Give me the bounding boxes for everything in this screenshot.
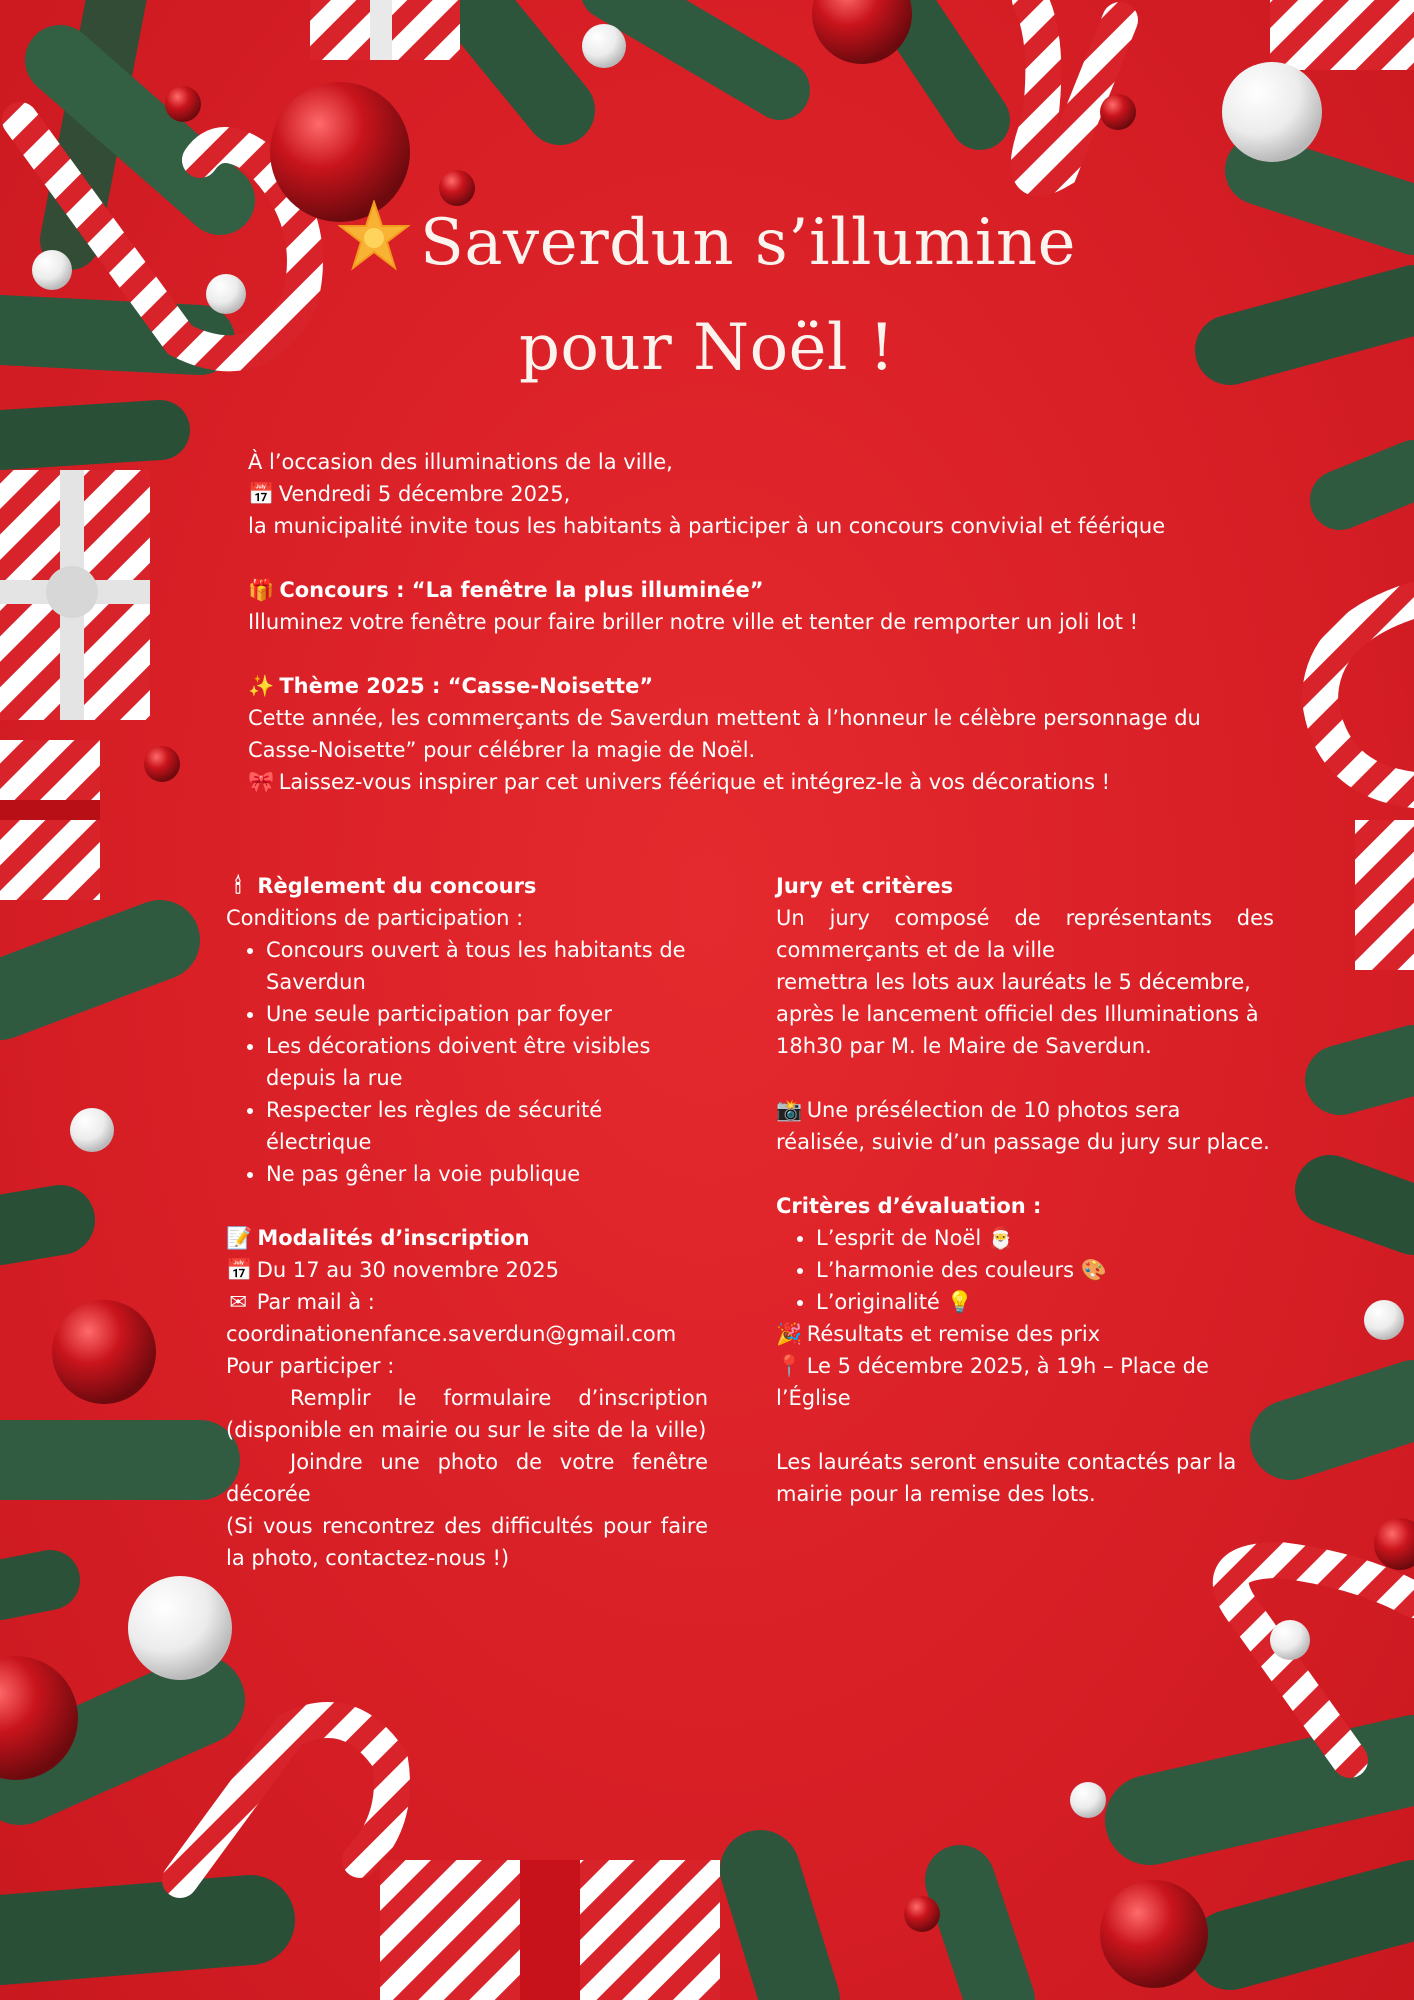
rules-heading xyxy=(226,870,708,902)
theme-text: Cette année, les commerçants de Saverdun mettent à l’honneur le célèbre personnage du Casse-Noisette” pour célébrer la magie de Noël. xyxy=(248,706,1201,762)
intro-date xyxy=(248,478,1258,510)
red-ornament xyxy=(52,1300,156,1404)
closing-text: Les lauréats seront ensuite contactés par la mairie pour la remise des lots. xyxy=(776,1450,1237,1506)
title-text: Saverdun s’illumine xyxy=(420,206,1076,280)
white-ornament xyxy=(1270,1620,1310,1660)
intro-section xyxy=(248,446,1258,798)
left-column xyxy=(226,870,708,1574)
results-text: Résultats et remise des prix xyxy=(806,1322,1101,1346)
red-ornament xyxy=(144,746,180,782)
list-item: • Les décorations doivent être visibles depuis la rue xyxy=(266,1030,708,1094)
white-ornament xyxy=(128,1576,232,1680)
jury-text-2: remettra les lots aux lauréats le 5 décembre, après le lancement officiel des Illuminations à 18h30 par M. le Maire de Saverdun. xyxy=(776,970,1259,1058)
sparkles-icon: ✨ xyxy=(248,674,275,698)
criteria-list xyxy=(776,1222,1274,1318)
list-item xyxy=(816,1222,1274,1254)
memo-icon: 📝 xyxy=(226,1226,253,1250)
pin-icon: 📍 xyxy=(776,1354,803,1378)
jury-text-1: Un jury composé de représentants des commerçants et de la ville xyxy=(776,906,1274,962)
white-ornament xyxy=(70,1108,114,1152)
step-1: Remplir le formulaire d’inscription (disponible en mairie ou sur le site de la ville) xyxy=(226,1386,708,1442)
list-item: • Une seule participation par foyer xyxy=(266,998,708,1030)
criteria-text: L’originalité xyxy=(816,1290,940,1314)
red-ornament xyxy=(1374,1518,1414,1570)
theme-heading xyxy=(248,670,1258,702)
glowing-star-icon xyxy=(338,200,410,272)
registration-mail xyxy=(226,1286,708,1318)
candy-cane xyxy=(1320,600,1414,790)
participate-label: Pour participer : xyxy=(226,1354,395,1378)
white-ornament xyxy=(1364,1300,1404,1340)
list-item: • Respecter les règles de sécurité électrique xyxy=(266,1094,708,1158)
photo-text: Une présélection de 10 photos sera réalisée, suivie d’un passage du jury sur place. xyxy=(776,1098,1270,1154)
page-title-line-2: pour Noël ! xyxy=(518,311,896,385)
candle-icon: 🕯 xyxy=(235,874,241,898)
calendar-icon: 📅 xyxy=(226,1258,253,1282)
gift-box xyxy=(1355,820,1414,970)
list-item: • Ne pas gêner la voie publique xyxy=(266,1158,708,1190)
right-column xyxy=(776,870,1274,1510)
list-item xyxy=(816,1254,1274,1286)
location-text: Le 5 décembre 2025, à 19h – Place de l’Église xyxy=(776,1354,1209,1410)
gift-icon: 🎁 xyxy=(248,578,275,602)
theme-heading-text: Thème 2025 : “Casse-Noisette” xyxy=(279,674,654,698)
camera-flash-icon: 📸 xyxy=(776,1098,803,1122)
criteria-text: L’harmonie des couleurs xyxy=(816,1258,1075,1282)
candy-cane xyxy=(1029,0,1120,178)
mail-label: Par mail à : xyxy=(256,1290,375,1314)
red-ornament xyxy=(1100,1880,1208,1988)
jury-heading: Jury et critères xyxy=(776,874,954,898)
registration-dates xyxy=(226,1254,708,1286)
white-ornament xyxy=(582,24,626,68)
gift-box xyxy=(310,0,460,60)
pine-branch xyxy=(0,940,200,1590)
results-line xyxy=(776,1318,1274,1350)
contest-text: Illuminez votre fenêtre pour faire briller notre ville et tenter de remporter un joli lot ! xyxy=(248,610,1139,634)
party-popper-icon: 🎉 xyxy=(776,1322,803,1346)
pine-branch xyxy=(900,0,980,120)
light-bulb-icon: 💡 xyxy=(946,1290,973,1314)
candy-cane xyxy=(180,1720,392,1880)
inspire-text-body: Laissez-vous inspirer par cet univers féérique et intégrez-le à vos décorations ! xyxy=(278,770,1111,794)
step-2: Joindre une photo de votre fenêtre décorée xyxy=(226,1450,708,1506)
registration-dates-text: Du 17 au 30 novembre 2025 xyxy=(256,1258,559,1282)
gift-box xyxy=(0,740,100,900)
pine-branch xyxy=(470,0,780,110)
pine-branch xyxy=(1290,1060,1414,1440)
criteria-heading: Critères d’évaluation : xyxy=(776,1194,1042,1218)
intro-line: la municipalité invite tous les habitants à participer à un concours convivial et féérique xyxy=(248,514,1166,538)
rules-subheading: Conditions de participation : xyxy=(226,906,524,930)
location-line xyxy=(776,1350,1274,1414)
photo-preselection xyxy=(776,1094,1274,1158)
gift-box xyxy=(0,470,150,720)
contest-heading xyxy=(248,574,1258,606)
santa-icon: 🎅 xyxy=(987,1226,1015,1250)
registration-heading xyxy=(226,1222,708,1254)
envelope-icon: ✉ xyxy=(229,1290,247,1314)
page-title-line-1 xyxy=(0,200,1414,283)
list-item xyxy=(816,1286,1274,1318)
rules-list xyxy=(226,934,708,1190)
calendar-icon: 📅 xyxy=(248,482,275,506)
palette-icon: 🎨 xyxy=(1080,1258,1107,1282)
red-ornament xyxy=(904,1896,940,1932)
rules-heading-text: Règlement du concours xyxy=(257,874,537,898)
criteria-text: L’esprit de Noël xyxy=(816,1226,982,1250)
registration-note: (Si vous rencontrez des difficultés pour faire la photo, contactez-nous !) xyxy=(226,1514,708,1570)
white-ornament xyxy=(1070,1782,1106,1818)
white-ornament xyxy=(1222,62,1322,162)
intro-line: À l’occasion des illuminations de la ville, xyxy=(248,450,673,474)
contest-heading-text: Concours : “La fenêtre la plus illuminée” xyxy=(279,578,764,602)
gift-box xyxy=(1270,0,1414,70)
date-text: Vendredi 5 décembre 2025, xyxy=(278,482,571,506)
email-link[interactable]: coordinationenfance.saverdun@gmail.com xyxy=(226,1322,677,1346)
red-ornament xyxy=(812,0,912,64)
registration-heading-text: Modalités d’inscription xyxy=(257,1226,530,1250)
red-ornament xyxy=(1100,94,1136,130)
red-ornament xyxy=(165,86,201,122)
list-item: • Concours ouvert à tous les habitants de Saverdun xyxy=(266,934,708,998)
inspire-text xyxy=(248,766,1258,798)
ribbon-icon: 🎀 xyxy=(248,770,275,794)
gift-box xyxy=(380,1860,720,2000)
